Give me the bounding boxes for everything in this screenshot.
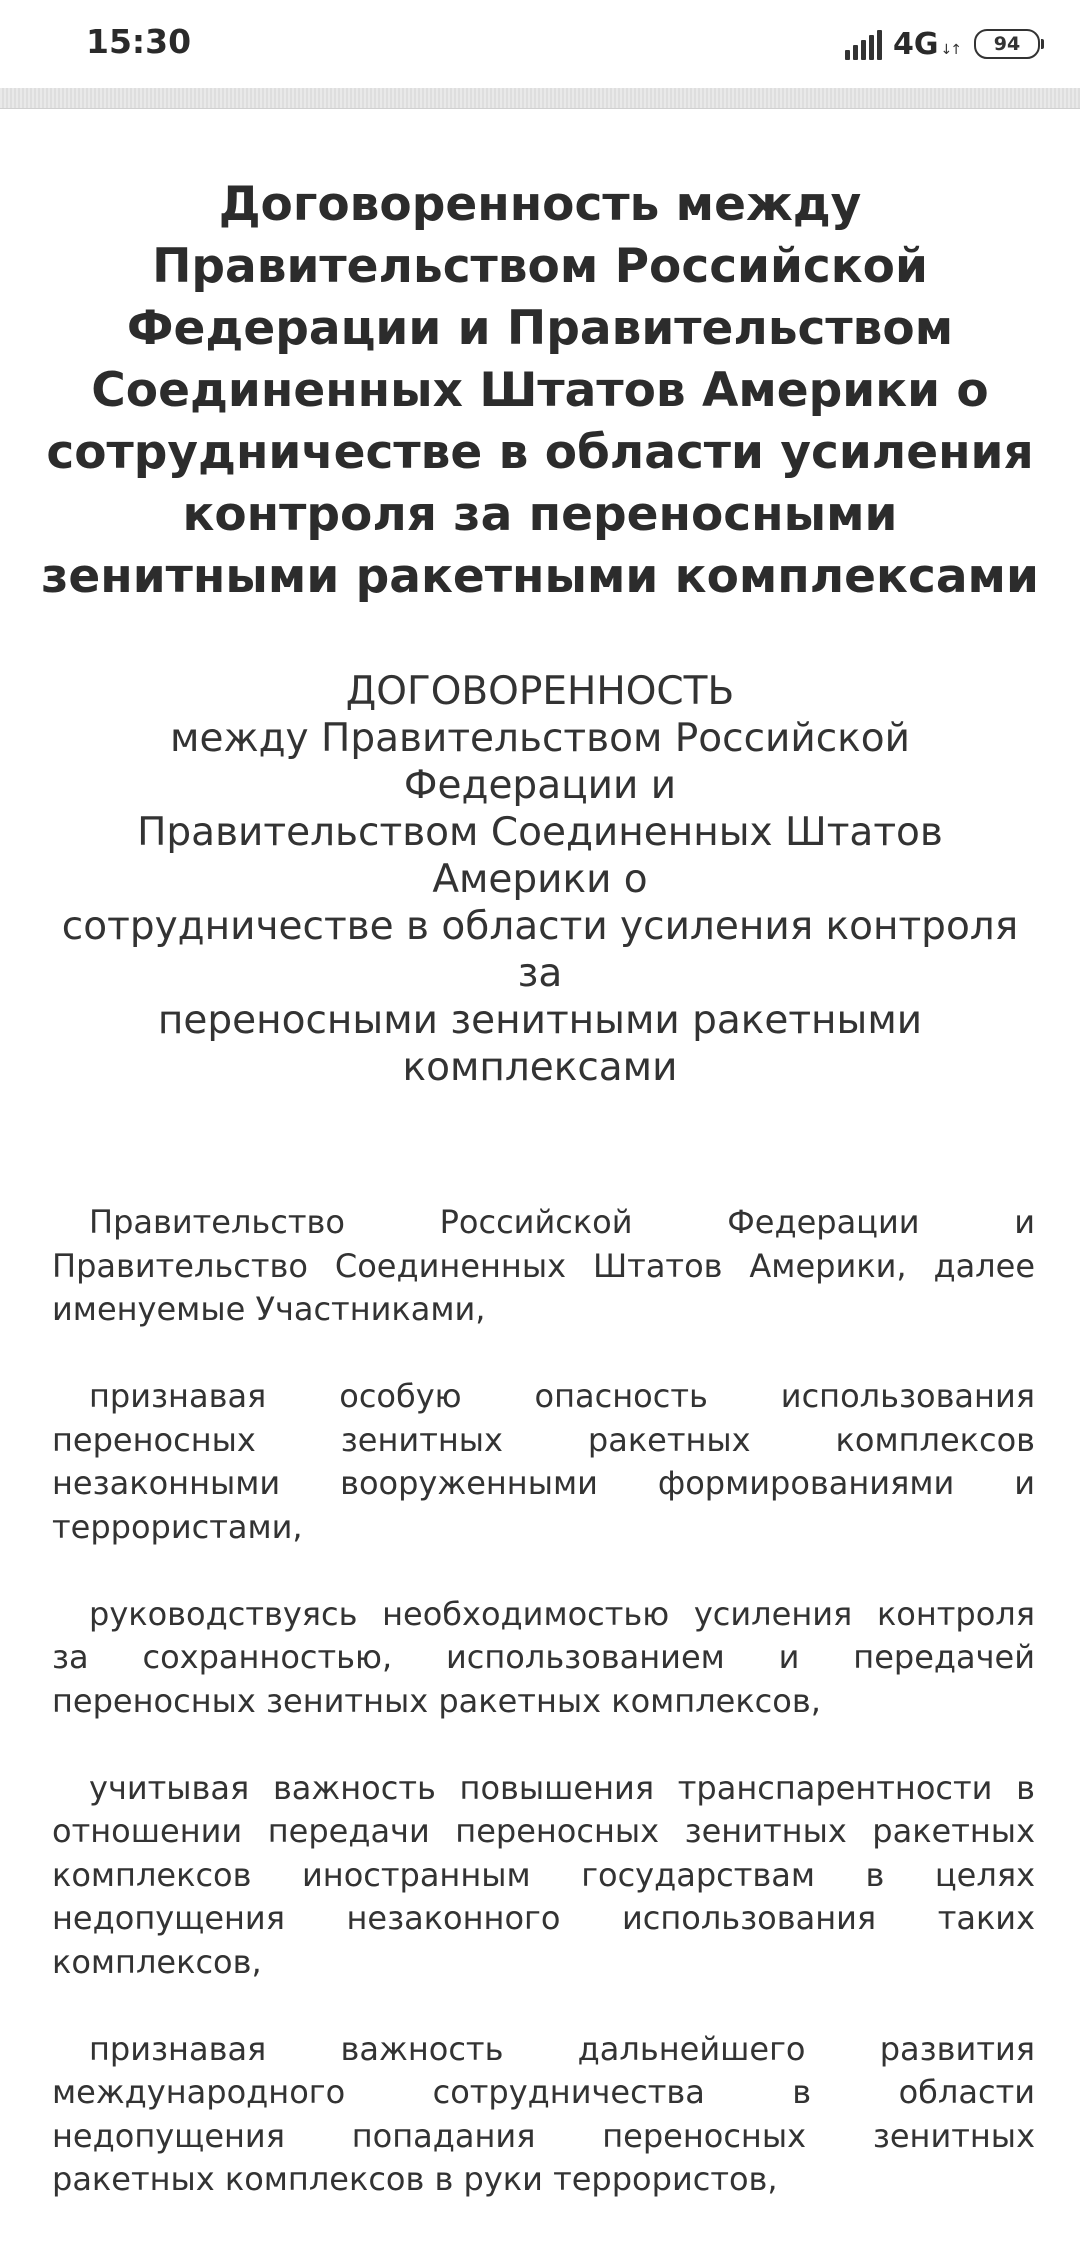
subtitle-line: ДОГОВОРЕННОСТЬ (345, 669, 735, 714)
body-paragraph: Правительство Российской Федерации и Правительство Соединенных Штатов Америки, далее именуемые Участниками, (52, 1203, 1035, 1328)
body-paragraph: признавая важность дальнейшего развития международного сотрудничества в области недопущения попадания переносных зенитных ракетных комплексов в руки террористов, (52, 2029, 1035, 2198)
subtitle-line: переносными зенитными ракетными комплексами (157, 998, 923, 1090)
status-bar (0, 0, 1080, 88)
body-paragraph: руководствуясь необходимостью усиления контроля за сохранностью, использованием и передачей переносных зенитных ракетных комплексов, (52, 1594, 1035, 1720)
network-type-label: 4G (893, 26, 939, 62)
battery-level: 94 (993, 33, 1021, 55)
subtitle-line: сотрудничестве в области усиления контроля за (61, 904, 1019, 996)
subtitle-line: между Правительством Российской Федерации и (170, 716, 910, 808)
document-subtitle (52, 668, 1028, 1091)
signal-icon (845, 28, 885, 60)
body-paragraph: признавая особую опасность использования переносных зенитных ракетных комплексов незаконными вооруженными формированиями и террористами, (52, 1377, 1035, 1546)
battery-icon (974, 29, 1040, 59)
status-icons (845, 24, 1040, 64)
status-time: 15:30 (86, 22, 192, 61)
network-arrows-icon: ↓↑ (940, 42, 960, 58)
document-title: Договоренность между Правительством Российской Федерации и Правительством Соединенных Штатов Америки о сотрудничестве в области усиления контроля за переносными зенитными ракетными комплексами (41, 177, 1039, 604)
body-paragraph: учитывая важность повышения транспарентности в отношении передачи переносных зенитных ракетных комплексов иностранным государствам в целях недопущения незаконного использования таких комплексов, (52, 1768, 1035, 1981)
document-body (52, 1201, 1035, 2202)
document-content (0, 108, 1080, 2245)
subtitle-line: Правительством Соединенных Штатов Америки о (137, 810, 943, 902)
toolbar-shadow-band (0, 88, 1080, 109)
